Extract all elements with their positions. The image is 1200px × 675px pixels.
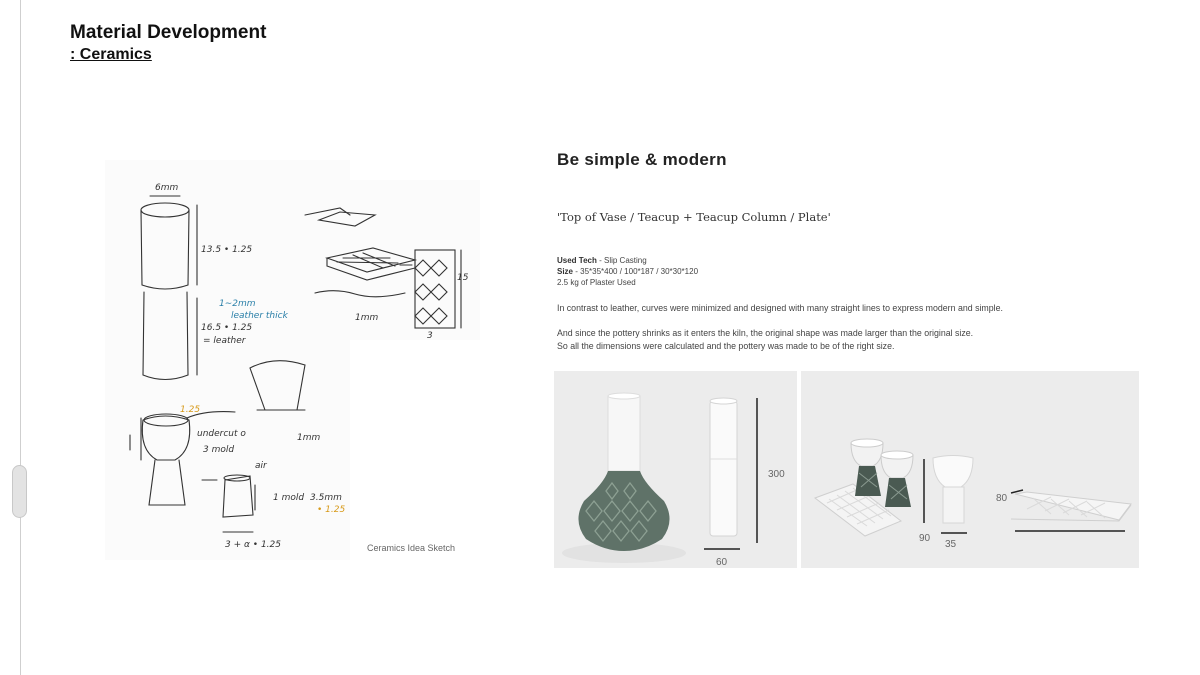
sketch-note: = leather (203, 336, 246, 346)
ceramics-idea-sketch (105, 160, 480, 560)
spec-size: Size - 35*35*400 / 100*187 / 30*30*120 (557, 267, 699, 276)
plate-label: 80 (996, 493, 1008, 504)
sketch-note: 16.5 • 1.25 (201, 323, 253, 333)
sketch-note: 6mm (155, 183, 179, 193)
vase-render-panel (554, 371, 797, 568)
sketch-note: 1 mold (273, 493, 305, 503)
description-paragraph: In contrast to leather, curves were minimized and designed with many straight lines to express modern and simple. (557, 303, 1003, 313)
vase-render (554, 371, 797, 568)
sketch-note: 3 mold (203, 445, 235, 455)
sketch-note: 1.25 (180, 405, 201, 415)
spec-plaster: 2.5 kg of Plaster Used (557, 278, 636, 287)
sketch-note: 1mm (297, 433, 321, 443)
section-heading: Be simple & modern (557, 150, 727, 169)
sketch-note: air (255, 461, 267, 471)
cups-render (801, 371, 1139, 568)
spec-block (557, 255, 698, 288)
sketch-note: 1mm (355, 313, 379, 323)
sketch-note: 3.5mm (310, 493, 342, 503)
left-guide-line (20, 0, 21, 675)
cup-width-label: 35 (945, 539, 957, 550)
vase-width-label: 60 (716, 557, 728, 568)
cup-height-label: 90 (919, 533, 931, 544)
sketch-drawing (105, 160, 480, 560)
sketch-note: 15 (457, 273, 469, 283)
page-subtitle: : Ceramics (70, 46, 152, 63)
parts-list: 'Top of Vase / Teacup + Teacup Column / Plate' (557, 210, 831, 224)
sketch-note: undercut o (197, 429, 246, 439)
vase-height-label: 300 (768, 469, 785, 480)
sketch-note: 13.5 • 1.25 (201, 245, 253, 255)
page-title: Material Development (70, 22, 267, 43)
cups-render-panel (801, 371, 1139, 568)
scroll-handle[interactable] (12, 465, 27, 518)
sketch-note: 3 (427, 331, 433, 341)
description-paragraph: So all the dimensions were calculated and the pottery was made to be of the right size. (557, 341, 895, 351)
sketch-note: • 1.25 (317, 505, 346, 515)
sketch-note: 1∼2mm (219, 299, 256, 309)
description-paragraph: And since the pottery shrinks as it enters the kiln, the original shape was made larger than the original size. (557, 328, 974, 338)
sketch-note: leather thick (231, 311, 288, 321)
sketch-note: 3 + α • 1.25 (225, 540, 281, 550)
spec-tech: Used Tech - Slip Casting (557, 256, 647, 265)
sketch-caption: Ceramics Idea Sketch (367, 543, 456, 553)
